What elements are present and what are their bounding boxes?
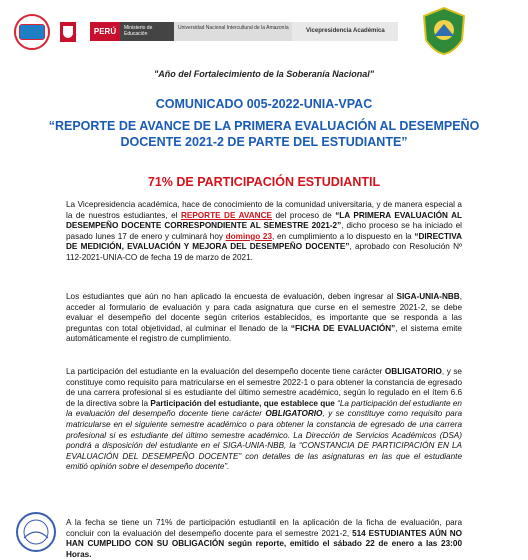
date-highlight: domingo 23: [225, 231, 273, 241]
official-stamp-icon: [14, 508, 58, 556]
letterhead: [0, 0, 528, 60]
year-motto: "Año del Fortalecimiento de la Soberanía Nacional": [153, 69, 375, 79]
participation-headline: 71% DE PARTICIPACIÓN ESTUDIANTIL: [147, 175, 381, 189]
communique-number: COMUNICADO 005-2022-UNIA-VPAC: [155, 97, 373, 111]
ministry-label: Ministerio de Educación: [120, 22, 174, 41]
paragraph-progress: A la fecha se tiene un 71% de participación estudiantil en la aplicación de la ficha de evaluación, para concluir con la evaluación del desempeño docente para el semestre 2021-2, 514 ESTUDIANTES AÚN NO HAN CUMPLIDO CON SU OBLIGACIÓN según reporte, emitido el sábado 22 de enero a las 23:00 Horas.: [66, 518, 462, 559]
peru-shield-icon: [60, 22, 76, 42]
faculty-seal-icon: [420, 6, 468, 56]
report-title: “REPORTE DE AVANCE DE LA PRIMERA EVALUACIÓN AL DESEMPEÑO DOCENTE 2021-2 DE PARTE DEL ESTUDIANTE”: [48, 119, 480, 149]
paragraph-obligation: La participación del estudiante en la evaluación del desempeño docente tiene carácter OBLIGATORIO, y se constituye como requisito para matricularse en el semestre 2022-1 o para obtener la constancia de egresado de una carrera profesional si es estudiante del último semestre académico, según lo regulado en el ítem 6.6 de la directiva sobre la Participación del estudiante, que establece que “La participación del estudiante en la evaluación del desempeño docente tiene carácter OBLIGATORIO, y se constituye como requisito para matricularse en el siguiente semestre académico o para obtener la constancia de egresado de una carrera profesional si es estudiante del último semestre académico. La Dirección de Servicios Académicos (DSA) pondrá a disposición del estudiante en el SIGA-UNIA-NBB, la “CONSTANCIA DE PARTICIPACIÓN EN LA EVALUACIÓN DEL DESEMPEÑO DOCENTE” con detalles de las asignaturas en las que el estudiante emitió opinión sobre el desempeño docente”.: [66, 367, 462, 472]
vice-label: Vicepresidencia Académica: [292, 22, 398, 41]
paragraph-instructions: Los estudiantes que aún no han aplicado la encuesta de evaluación, deben ingresar al SIGA-UNIA-NBB, acceder al formulario de evaluación y para cada asignatura que curse en el semestre 2021-2, se debe evaluar el desempeño del docente según criterios establecidos, es importante que se responda a las preguntas con total objetividad, al culminar el llenado de la “FICHA DE EVALUACIÓN”, el sistema emite automáticamente el registro de cumplimiento.: [66, 292, 462, 344]
paragraph-intro: La Vicepresidencia académica, hace de conocimiento de la comunidad universitaria, y de manera especial a la de nuestros estudiantes, el REPORTE DE AVANCE del proceso de “LA PRIMERA EVALUACIÓN AL DESEMPEÑO DOCENTE CORRESPONDIENTE AL SEMESTRE 2021-2”, dicho proceso se ha iniciado el pasado lunes 17 de enero y culminará hoy domingo 23, en cumplimiento a lo dispuesto en la “DIRECTIVA DE MEDICIÓN, EVALUACIÓN Y MEJORA DEL DESEMPEÑO DOCENTE”, aprobado con Resolución Nº 112-2021-UNIA-CO de fecha 19 de marzo de 2021.: [66, 200, 463, 262]
peru-label: PERÚ: [90, 22, 120, 41]
university-label: Universidad Nacional Intercultural de la Amazonía: [174, 22, 292, 41]
university-seal-icon: [14, 14, 50, 50]
report-highlight: REPORTE DE AVANCE: [180, 210, 272, 220]
